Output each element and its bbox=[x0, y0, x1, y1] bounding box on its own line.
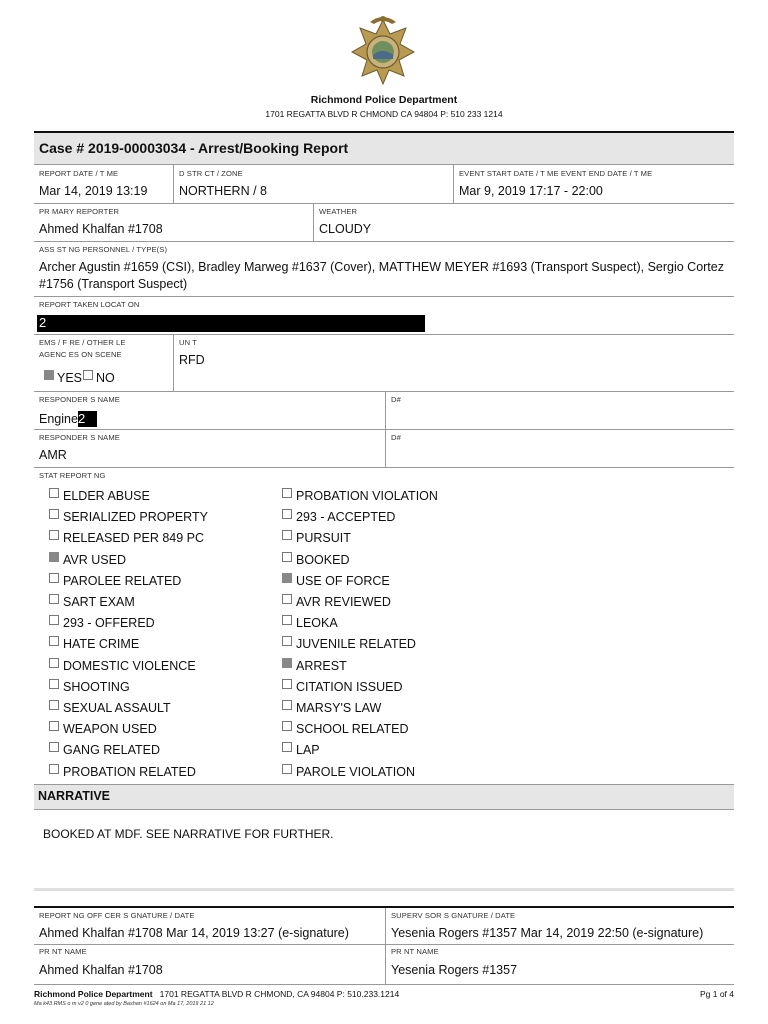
stat-reporting-label: STAT REPORT NG bbox=[39, 471, 106, 480]
stat-checkbox[interactable] bbox=[49, 764, 59, 774]
unit-value: RFD bbox=[179, 353, 205, 367]
row-divider bbox=[34, 467, 734, 468]
ems-label-line2: AGENC ES ON SCENE bbox=[39, 350, 122, 359]
supervisor-signature-value: Yesenia Rogers #1357 Mar 14, 2019 22:50 (e-signature) bbox=[391, 926, 704, 940]
narrative-text: BOOKED AT MDF. SEE NARRATIVE FOR FURTHER. bbox=[43, 827, 334, 841]
stat-checkbox-label: AVR REVIEWED bbox=[296, 595, 391, 609]
stat-checkbox[interactable] bbox=[282, 615, 292, 625]
stat-checkbox[interactable] bbox=[282, 552, 292, 562]
stat-checkbox[interactable] bbox=[282, 488, 292, 498]
responder1-name: Engine bbox=[39, 412, 78, 426]
narrative-title: NARRATIVE bbox=[38, 789, 110, 803]
divider bbox=[385, 391, 386, 429]
ems-no-label: NO bbox=[96, 371, 115, 385]
stat-checkbox-label: PROBATION RELATED bbox=[63, 765, 196, 779]
divider bbox=[173, 334, 174, 391]
officer-print-label: PR NT NAME bbox=[39, 947, 87, 956]
officer-signature-value: Ahmed Khalfan #1708 Mar 14, 2019 13:27 (e-signature) bbox=[39, 926, 349, 940]
stat-checkbox-label: ELDER ABUSE bbox=[63, 489, 150, 503]
row-divider bbox=[34, 429, 734, 430]
responder2-value: AMR bbox=[39, 448, 67, 462]
stat-checkbox-label: 293 - OFFERED bbox=[63, 616, 155, 630]
stat-checkbox[interactable] bbox=[282, 700, 292, 710]
responder1-label: RESPONDER S NAME bbox=[39, 395, 120, 404]
divider bbox=[453, 165, 454, 203]
stat-checkbox[interactable] bbox=[282, 530, 292, 540]
stat-checkbox[interactable] bbox=[282, 573, 292, 583]
case-title: Case # 2019-00003034 - Arrest/Booking Report bbox=[39, 140, 349, 156]
stat-checkbox-label: SEXUAL ASSAULT bbox=[63, 701, 171, 715]
assisting-personnel-line1: Archer Agustin #1659 (CSI), Bradley Marweg #1637 (Cover), MATTHEW MEYER #1693 (Transport Suspect), Sergio Cortez bbox=[39, 260, 724, 274]
assisting-personnel-line2: #1756 (Transport Suspect) bbox=[39, 277, 188, 291]
supervisor-print-label: PR NT NAME bbox=[391, 947, 439, 956]
stat-checkbox[interactable] bbox=[49, 658, 59, 668]
department-address: 1701 REGATTA BLVD R CHMOND CA 94804 P: 510 233 1214 bbox=[265, 109, 503, 119]
location-label: REPORT TAKEN LOCAT ON bbox=[39, 300, 140, 309]
unit-label: UN T bbox=[179, 338, 197, 347]
stat-checkbox[interactable] bbox=[49, 530, 59, 540]
stat-checkbox[interactable] bbox=[49, 615, 59, 625]
divider bbox=[385, 908, 386, 984]
primary-reporter-value: Ahmed Khalfan #1708 bbox=[39, 222, 163, 236]
stat-checkbox-label: GANG RELATED bbox=[63, 743, 161, 757]
stat-checkbox[interactable] bbox=[282, 658, 292, 668]
footer-department: Richmond Police Department bbox=[34, 989, 153, 999]
stat-checkbox[interactable] bbox=[49, 636, 59, 646]
stat-checkbox[interactable] bbox=[49, 509, 59, 519]
stat-checkbox[interactable] bbox=[49, 700, 59, 710]
report-date-label: REPORT DATE / T ME bbox=[39, 169, 119, 178]
stat-checkbox-label: PURSUIT bbox=[296, 531, 351, 545]
stat-checkbox[interactable] bbox=[49, 594, 59, 604]
district-label: D STR CT / ZONE bbox=[179, 169, 243, 178]
row-divider bbox=[34, 334, 734, 335]
stat-checkbox[interactable] bbox=[282, 636, 292, 646]
responder2-id-label: D# bbox=[391, 433, 401, 442]
stat-checkbox[interactable] bbox=[282, 764, 292, 774]
stat-checkbox-label: PAROLEE RELATED bbox=[63, 574, 182, 588]
primary-reporter-label: PR MARY REPORTER bbox=[39, 207, 120, 216]
narrative-bar bbox=[34, 784, 734, 810]
supervisor-signature-label: SUPERV SOR S GNATURE / DATE bbox=[391, 911, 516, 920]
responder2-label: RESPONDER S NAME bbox=[39, 433, 120, 442]
event-date-label: EVENT START DATE / T ME EVENT END DATE / T ME bbox=[459, 169, 653, 178]
stat-checkbox-label: JUVENILE RELATED bbox=[296, 637, 416, 651]
stat-checkbox-label: CITATION ISSUED bbox=[296, 680, 403, 694]
stat-checkbox[interactable] bbox=[49, 742, 59, 752]
divider bbox=[173, 165, 174, 203]
department-name: Richmond Police Department bbox=[310, 94, 458, 106]
ems-label-line1: EMS / F RE / OTHER LE bbox=[39, 338, 126, 347]
stat-checkbox-label: ARREST bbox=[296, 659, 347, 673]
stat-checkbox-label: SCHOOL RELATED bbox=[296, 722, 409, 736]
weather-label: WEATHER bbox=[319, 207, 358, 216]
stat-checkbox-label: LAP bbox=[296, 743, 320, 757]
officer-print-value: Ahmed Khalfan #1708 bbox=[39, 963, 163, 977]
footer-generated: Ma k43 RMS o m v2 0 gene ated by Bashan #1624 on Ma 17, 2019 21 12 bbox=[34, 1001, 214, 1007]
redaction-mark: 2 bbox=[39, 315, 47, 330]
stat-checkbox[interactable] bbox=[282, 594, 292, 604]
ems-yes-checkbox[interactable] bbox=[44, 370, 54, 380]
stat-checkbox-label: SART EXAM bbox=[63, 595, 135, 609]
stat-checkbox-label: HATE CRIME bbox=[63, 637, 140, 651]
district-value: NORTHERN / 8 bbox=[179, 184, 267, 198]
stat-checkbox[interactable] bbox=[49, 721, 59, 731]
row-divider bbox=[34, 944, 734, 945]
event-date-value: Mar 9, 2019 17:17 - 22:00 bbox=[459, 184, 603, 198]
report-date-value: Mar 14, 2019 13:19 bbox=[39, 184, 148, 198]
stat-checkbox-label: DOMESTIC VIOLENCE bbox=[63, 659, 196, 673]
stat-checkbox[interactable] bbox=[49, 488, 59, 498]
narrative-end-rule bbox=[34, 888, 734, 891]
officer-signature-label: REPORT NG OFF CER S GNATURE / DATE bbox=[39, 911, 195, 920]
stat-checkbox[interactable] bbox=[49, 552, 59, 562]
stat-checkbox-label: RELEASED PER 849 PC bbox=[63, 531, 205, 545]
weather-value: CLOUDY bbox=[319, 222, 372, 236]
stat-checkbox[interactable] bbox=[282, 509, 292, 519]
ems-yes-label: YES bbox=[57, 371, 83, 385]
row-divider bbox=[34, 203, 734, 204]
stat-checkbox-label: SERIALIZED PROPERTY bbox=[63, 510, 208, 524]
stat-checkbox-label: PAROLE VIOLATION bbox=[296, 765, 416, 779]
stat-checkbox[interactable] bbox=[49, 573, 59, 583]
stat-checkbox-label: MARSY'S LAW bbox=[296, 701, 382, 715]
footer-rule bbox=[34, 984, 734, 985]
assisting-personnel-label: ASS ST NG PERSONNEL / TYPE(S) bbox=[39, 245, 168, 254]
stat-checkbox-label: PROBATION VIOLATION bbox=[296, 489, 438, 503]
stat-checkbox-label: BOOKED bbox=[296, 553, 350, 567]
stat-checkbox-label: AVR USED bbox=[63, 553, 126, 567]
stat-checkbox-label: LEOKA bbox=[296, 616, 338, 630]
stat-checkbox[interactable] bbox=[282, 721, 292, 731]
footer-address: 1701 REGATTA BLVD R CHMOND, CA 94804 P: 510.233.1214 bbox=[159, 989, 400, 999]
location-redaction bbox=[37, 315, 425, 332]
responder1-id-label: D# bbox=[391, 395, 401, 404]
divider bbox=[385, 429, 386, 467]
supervisor-print-value: Yesenia Rogers #1357 bbox=[391, 963, 518, 977]
stat-checkbox[interactable] bbox=[282, 742, 292, 752]
ems-no-checkbox[interactable] bbox=[83, 370, 93, 380]
stat-checkbox-label: USE OF FORCE bbox=[296, 574, 390, 588]
stat-checkbox-label: WEAPON USED bbox=[63, 722, 157, 736]
row-divider bbox=[34, 241, 734, 242]
page-number: Pg 1 of 4 bbox=[699, 989, 734, 999]
row-divider bbox=[34, 296, 734, 297]
responder1-redaction: 2 bbox=[78, 411, 97, 427]
stat-checkbox-label: 293 - ACCEPTED bbox=[296, 510, 396, 524]
signature-top-rule bbox=[34, 906, 734, 908]
stat-checkbox[interactable] bbox=[282, 679, 292, 689]
row-divider bbox=[34, 391, 734, 392]
police-badge-logo bbox=[348, 14, 418, 88]
responder1-value bbox=[39, 411, 97, 427]
stat-checkbox[interactable] bbox=[49, 679, 59, 689]
stat-checkbox-label: SHOOTING bbox=[63, 680, 130, 694]
divider bbox=[313, 203, 314, 241]
footer-text bbox=[34, 989, 399, 999]
